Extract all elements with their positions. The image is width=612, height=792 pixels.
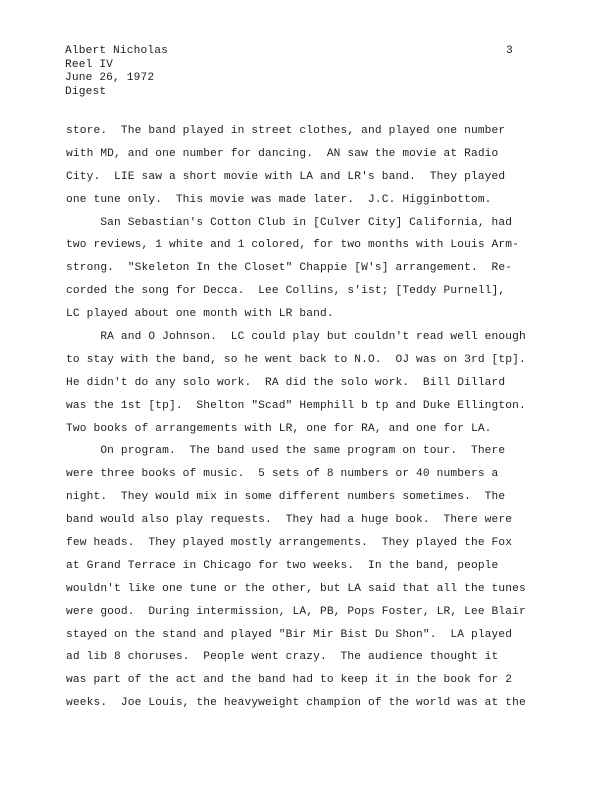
- text-line: stayed on the stand and played "Bir Mir Bist Du Shon". LA played: [66, 628, 513, 641]
- text-line: Two books of arrangements with LR, one for RA, and one for LA.: [66, 422, 492, 435]
- page-header: [65, 45, 168, 99]
- text-line: strong. "Skeleton In the Closet" Chappie [W's] arrangement. Re-: [66, 262, 513, 275]
- text-line: was the 1st [tp]. Shelton "Scad" Hemphill b tp and Duke Ellington.: [66, 399, 526, 412]
- text-line: store. The band played in street clothes, and played one number: [66, 125, 506, 137]
- body-text: [66, 120, 566, 715]
- text-line: to stay with the band, so he went back to N.O. OJ was on 3rd [tp].: [66, 353, 526, 366]
- text-line: band would also play requests. They had a huge book. There were: [66, 514, 513, 527]
- text-line: ad lib 8 choruses. People went crazy. The audience thought it: [66, 651, 499, 664]
- header-type: Digest: [65, 85, 107, 98]
- text-line: one tune only. This movie was made later. J.C. Higginbottom.: [66, 193, 492, 206]
- text-line: He didn't do any solo work. RA did the solo work. Bill Dillard: [66, 376, 506, 389]
- text-line: City. LIE saw a short movie with LA and LR's band. They played: [66, 170, 506, 183]
- text-line: corded the song for Decca. Lee Collins, s'ist; [Teddy Purnell],: [66, 285, 506, 298]
- text-line: RA and O Johnson. LC could play but couldn't read well enough: [66, 331, 526, 344]
- header-date: June 26, 1972: [65, 72, 155, 84]
- text-line: wouldn't like one tune or the other, but LA said that all the tunes: [66, 582, 526, 595]
- text-line: night. They would mix in some different numbers sometimes. The: [66, 491, 506, 504]
- header-reel: Reel IV: [65, 58, 114, 71]
- text-line: On program. The band used the same program on tour. There: [66, 445, 506, 458]
- text-line: at Grand Terrace in Chicago for two weeks. In the band, people: [66, 559, 499, 572]
- text-line: few heads. They played mostly arrangements. They played the Fox: [66, 537, 513, 550]
- header-name: Albert Nicholas: [65, 45, 168, 57]
- text-line: San Sebastian's Cotton Club in [Culver City] California, had: [66, 216, 513, 229]
- text-line: were good. During intermission, LA, PB, Pops Foster, LR, Lee Blair: [66, 605, 526, 618]
- text-line: was part of the act and the band had to keep it in the book for 2: [66, 674, 513, 687]
- page-number: 3: [506, 45, 513, 57]
- text-line: weeks. Joe Louis, the heavyweight champion of the world was at the: [66, 697, 526, 710]
- text-line: were three books of music. 5 sets of 8 numbers or 40 numbers a: [66, 468, 499, 481]
- text-line: LC played about one month with LR band.: [66, 308, 334, 321]
- text-line: with MD, and one number for dancing. AN saw the movie at Radio: [66, 147, 499, 160]
- text-line: two reviews, 1 white and 1 colored, for two months with Louis Arm-: [66, 239, 519, 252]
